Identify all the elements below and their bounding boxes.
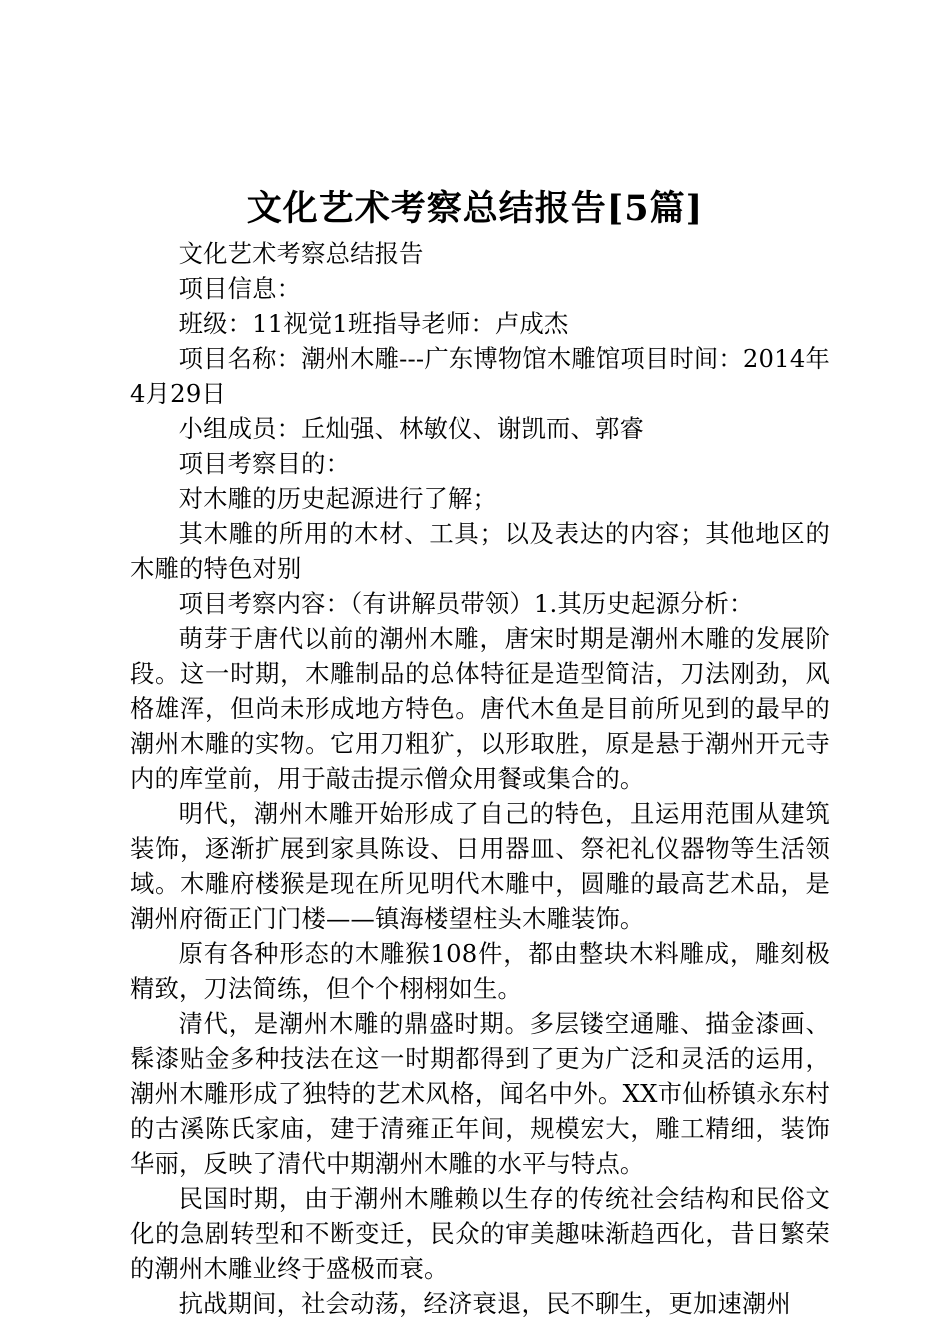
paragraph-monkeys: 原有各种形态的木雕猴108件，都由整块木料雕成，雕刻极精致，刀法简练，但个个栩栩如生。 [130, 939, 830, 1003]
paragraph-purpose-materials: 其木雕的所用的木材、工具；以及表达的内容；其他地区的木雕的特色对别 [130, 519, 830, 583]
paragraph-republic: 民国时期，由于潮州木雕赖以生存的传统社会结构和民俗文化的急剧转型和不断变迁，民众的审美趣味渐趋西化，昔日繁荣的潮州木雕业终于盛极而衰。 [130, 1184, 830, 1283]
paragraph-report-heading: 文化艺术考察总结报告 [178, 239, 424, 268]
paragraph-group-members: 小组成员：丘灿强、林敏仪、谢凯而、郭睿 [178, 414, 645, 443]
paragraph-project-info-label: 项目信息： [178, 274, 302, 303]
paragraph-class-teacher: 班级：11视觉1班指导老师：卢成杰 [178, 309, 569, 338]
paragraph-qing: 清代，是潮州木雕的鼎盛时期。多层镂空通雕、描金漆画、髹漆贴金多种技法在这一时期都得到了更为广泛和灵活的运用，潮州木雕形成了独特的艺术风格，闻名中外。XX市仙桥镇永东村的古溪陈氏家庙，建于清雍正年间，规模宏大，雕工精细，装饰华丽，反映了清代中期潮州木雕的水平与特点。 [130, 1009, 830, 1178]
paragraph-tang-song: 萌芽于唐代以前的潮州木雕，唐宋时期是潮州木雕的发展阶段。这一时期，木雕制品的总体特征是造型简洁，刀法刚劲，风格雄浑，但尚未形成地方特色。唐代木鱼是目前所见到的最早的潮州木雕的实物。它用刀粗犷，以形取胜，原是悬于潮州开元寺内的库堂前，用于敲击提示僧众用餐或集合的。 [130, 624, 830, 793]
paragraph-ming: 明代，潮州木雕开始形成了自己的特色，且运用范围从建筑装饰，逐渐扩展到家具陈设、日用器皿、祭祀礼仪器物等生活领域。木雕府楼猴是现在所见明代木雕中，圆雕的最高艺术品，是潮州府衙正门门楼——镇海楼望柱头木雕装饰。 [130, 799, 830, 933]
document-title: 文化艺术考察总结报告[5篇] [246, 188, 704, 229]
document-body [130, 236, 830, 1321]
paragraph-purpose-history: 对木雕的历史起源进行了解； [178, 484, 498, 513]
paragraph-content-label: 项目考察内容：（有讲解员带领）1.其历史起源分析： [178, 589, 754, 618]
paragraph-purpose-label: 项目考察目的： [178, 449, 351, 478]
paragraph-war-period: 抗战期间，社会动荡，经济衰退，民不聊生，更加速潮州 [178, 1289, 792, 1318]
paragraph-project-name-time: 项目名称：潮州木雕---广东博物馆木雕馆项目时间：2014年4月29日 [130, 344, 830, 408]
